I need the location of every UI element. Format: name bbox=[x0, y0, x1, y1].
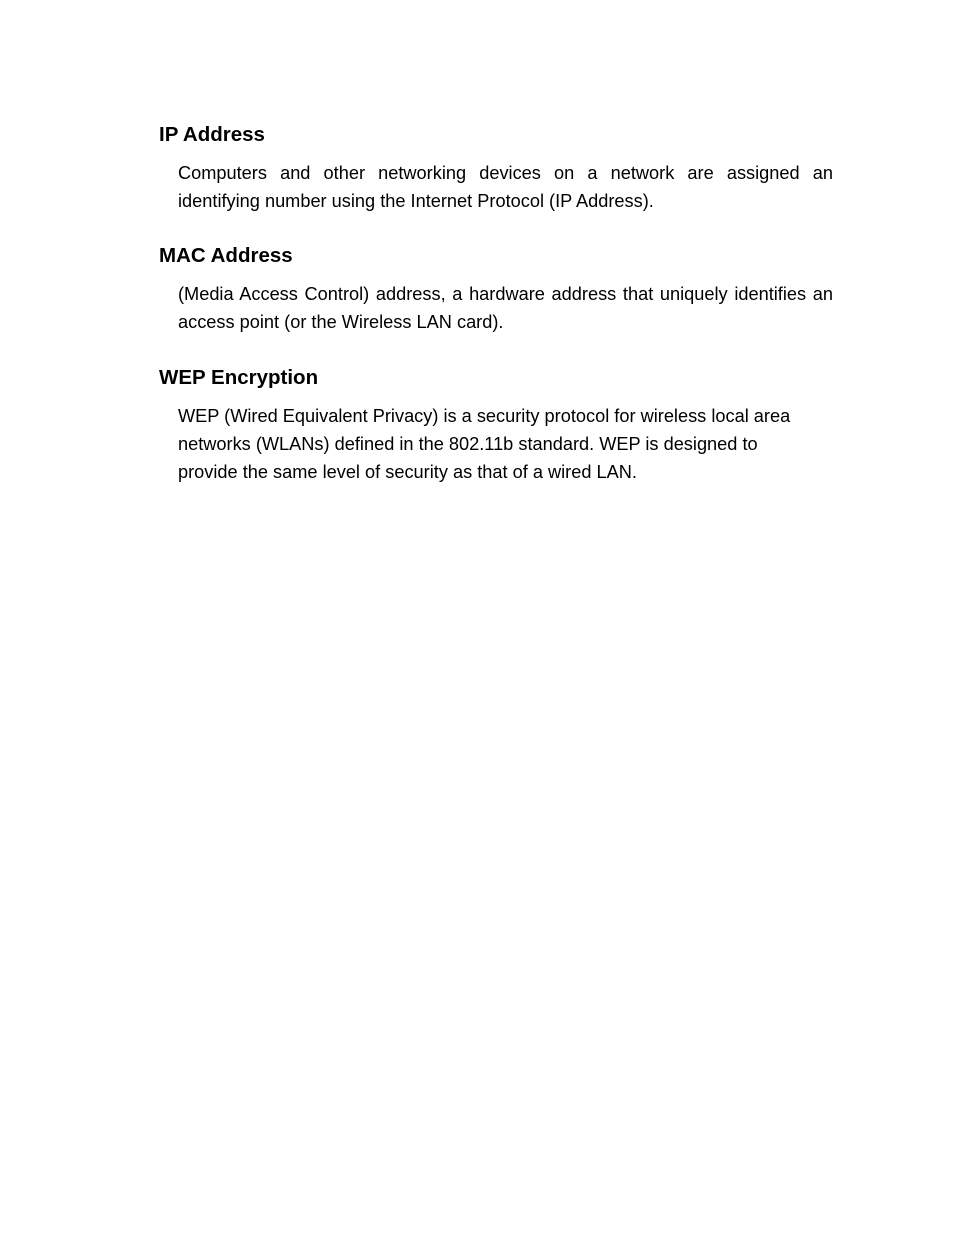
glossary-entry-wep-encryption bbox=[159, 366, 839, 486]
term-definition: (Media Access Control) address, a hardware address that uniquely identifies an access point (or the Wireless LAN card). bbox=[178, 284, 833, 332]
term-heading: IP Address bbox=[159, 123, 265, 146]
term-definition bbox=[178, 402, 833, 486]
definition-line: WEP (Wired Equivalent Privacy) is a security protocol for wireless local area bbox=[178, 406, 791, 426]
definition-line: provide the same level of security as that of a wired LAN. bbox=[178, 462, 637, 482]
definition-line: networks (WLANs) defined in the 802.11b standard. WEP is designed to bbox=[178, 434, 758, 454]
term-heading: MAC Address bbox=[159, 244, 293, 267]
term-heading: WEP Encryption bbox=[159, 366, 319, 389]
term-definition: Computers and other networking devices on a network are assigned an identifying number using the Internet Protocol (IP Address). bbox=[178, 163, 833, 211]
glossary-entry-ip-address bbox=[159, 123, 839, 215]
glossary-entry-mac-address bbox=[159, 244, 839, 336]
